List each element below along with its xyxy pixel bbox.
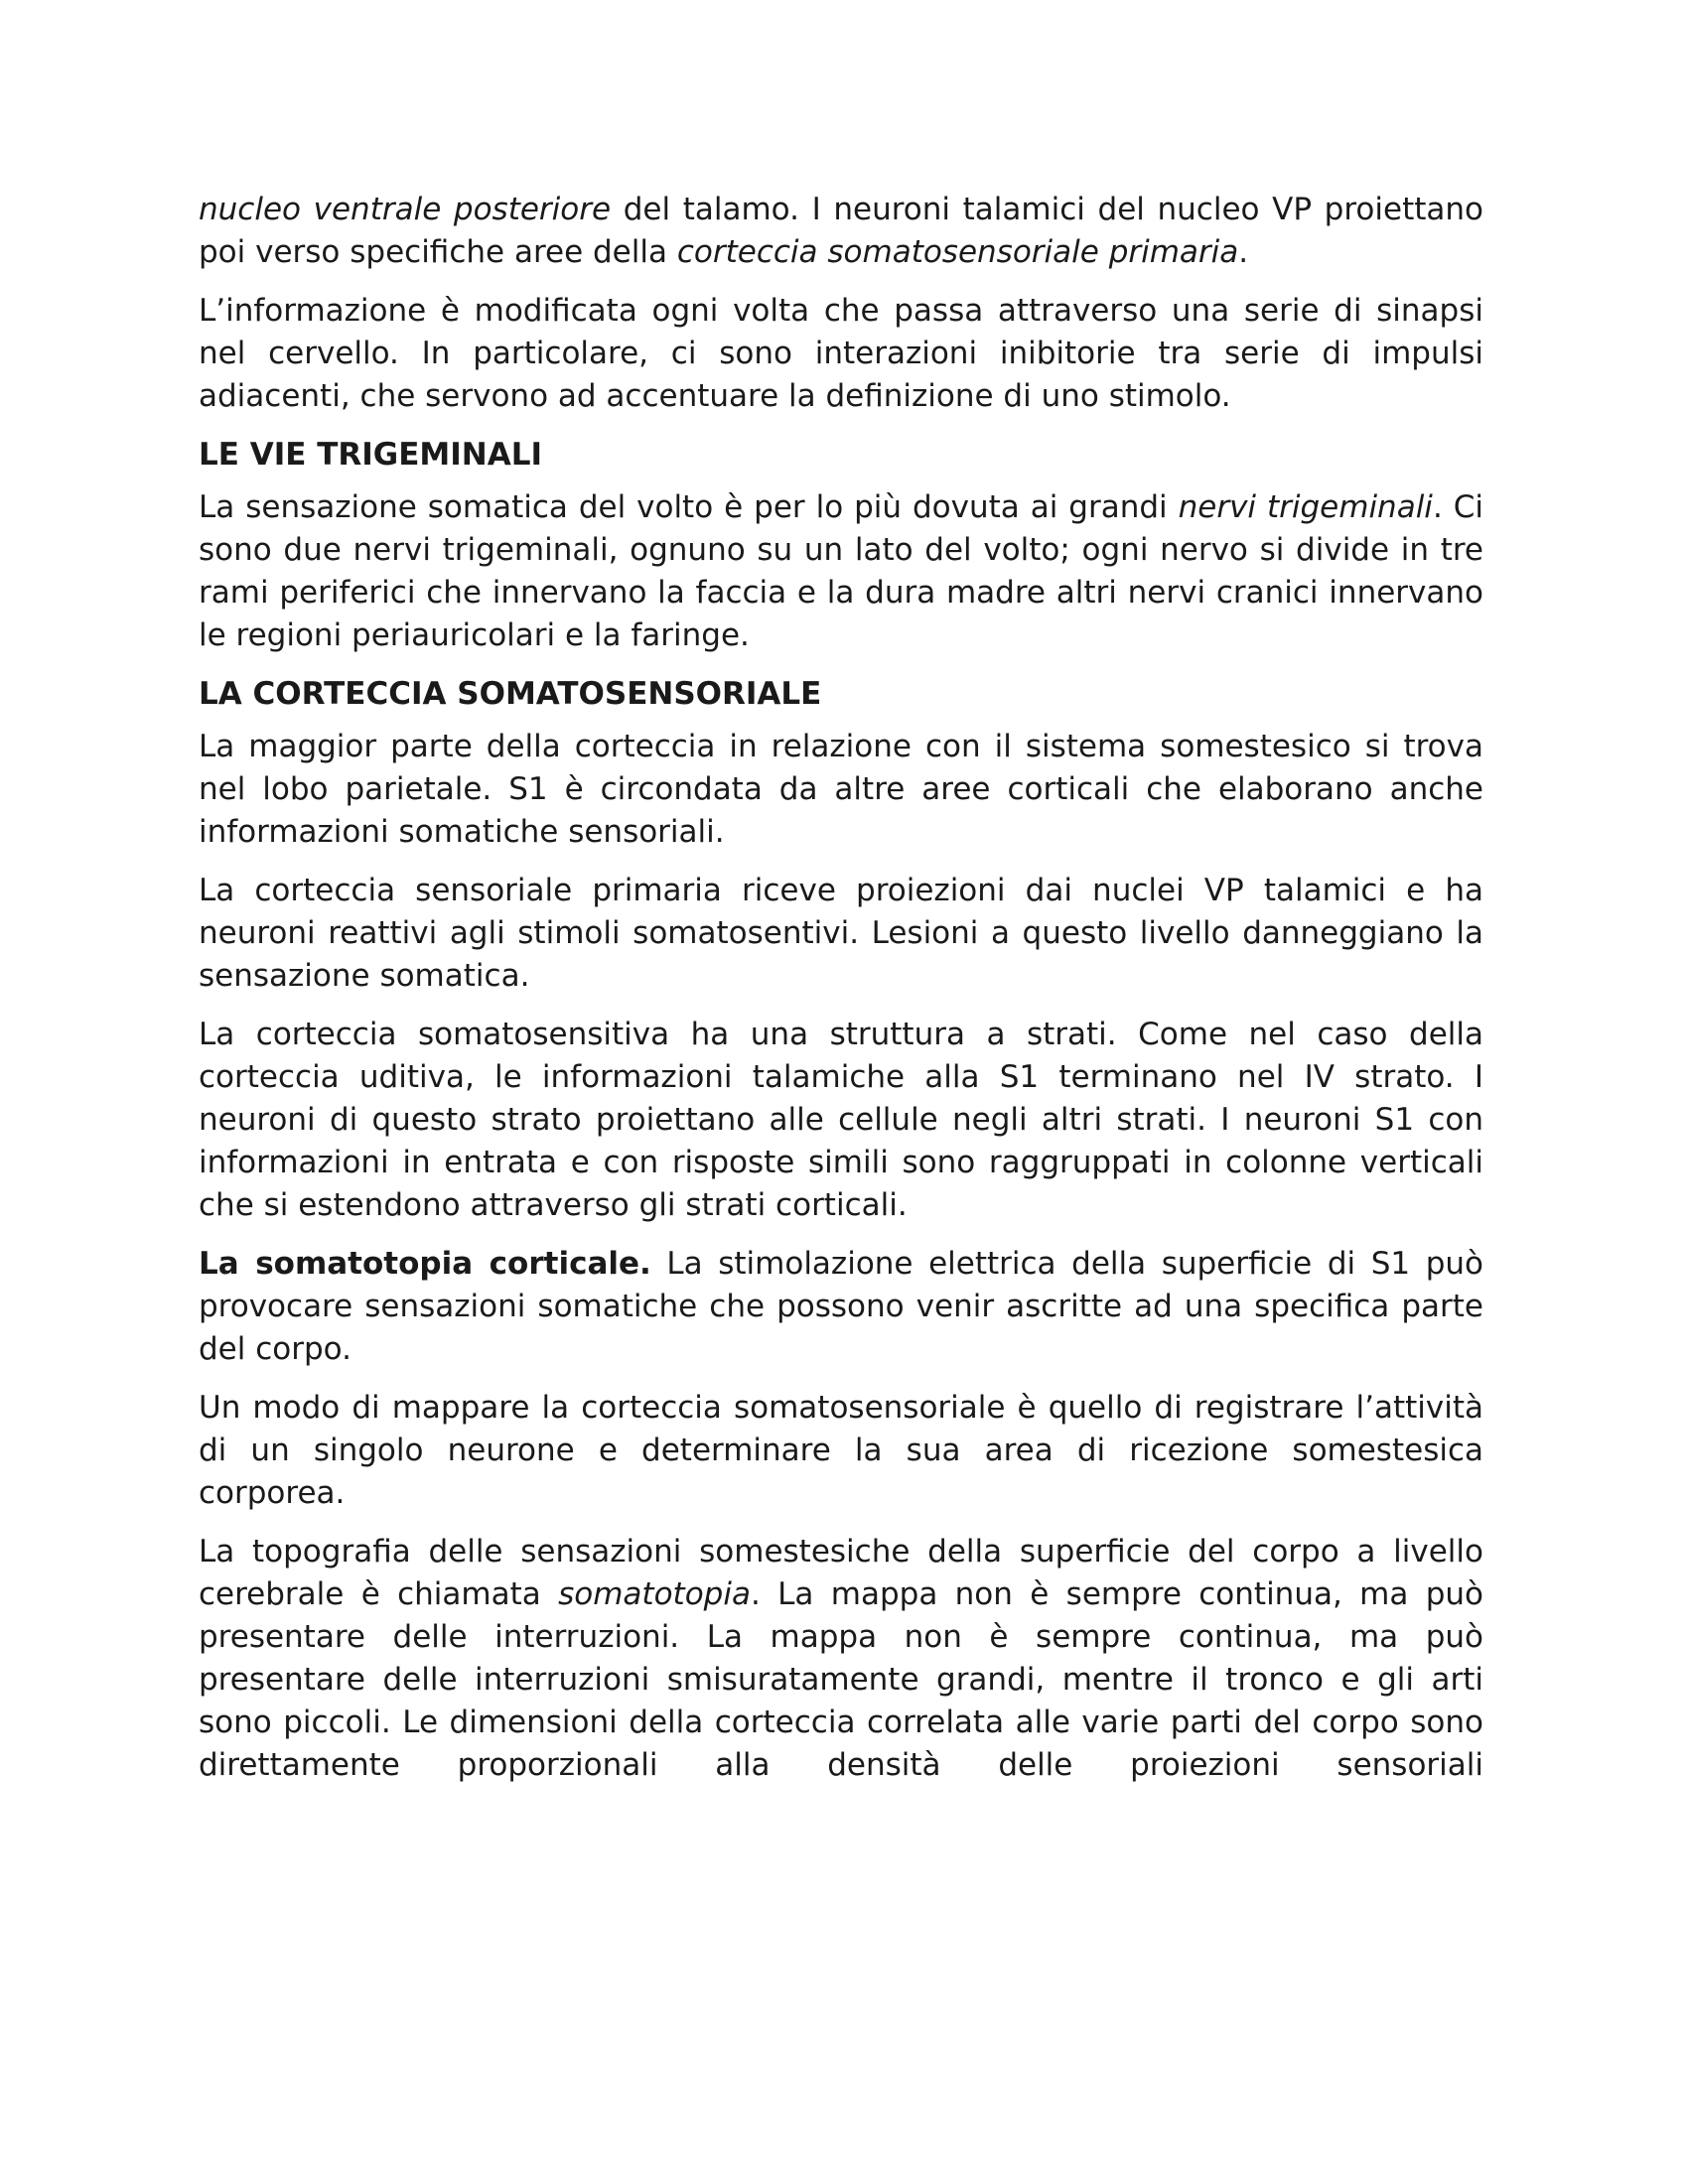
- section-heading-trigeminal: LE VIE TRIGEMINALI: [199, 437, 542, 473]
- paragraph-text: . La mappa non è sempre continua, ma può presentare delle interruzioni. La mappa non è sempre continua, ma può presentare delle interruzioni smisuratamente grandi, mentre il tronco e gli arti sono piccoli. Le dimensioni della corteccia correlata alle varie parti del corpo sono direttamente proporzionali alla densità delle proiezioni sensoriali: [199, 1576, 1483, 1783]
- paragraph-text: La sensazione somatica del volto è per lo più dovuta ai grandi: [199, 489, 1179, 525]
- paragraph-mapping: Un modo di mappare la corteccia somatosensoriale è quello di registrare l’attività di un singolo neurone e determinare la sua area di ricezione somestesica corporea.: [199, 1390, 1483, 1511]
- section-heading-somatosensory-cortex: LA CORTECCIA SOMATOSENSORIALE: [199, 676, 822, 712]
- paragraph-primary-cortex: La corteccia sensoriale primaria riceve proiezioni dai nuclei VP talamici e ha neuroni reattivi agli stimoli somatosentivi. Lesioni a questo livello danneggiano la sensazione somatica.: [199, 873, 1483, 994]
- paragraph-text: La stimolazione elettrica della superficie di S1 può provocare sensazioni somatiche che possono venir ascritte ad una specifica parte del corpo.: [199, 1246, 1483, 1367]
- bold-lead: La somatotopia corticale.: [199, 1246, 651, 1282]
- paragraph-text: La topografia delle sensazioni somestesiche della superficie del corpo a livello cerebrale è chiamata: [199, 1534, 1483, 1612]
- paragraph-somatotopy-intro: [199, 1243, 1483, 1371]
- paragraph-text: . Ci sono due nervi trigeminali, ognuno su un lato del volto; ogni nervo si divide in tre rami periferici che innervano la faccia e la dura madre altri nervi cranici innervano le regioni periauricolari e la faringe.: [199, 489, 1483, 653]
- paragraph-trigeminal: [199, 486, 1483, 657]
- paragraph-parietal: La maggior parte della corteccia in relazione con il sistema somestesico si trova nel lobo parietale. S1 è circondata da altre aree corticali che elaborano anche informazioni somatiche sensoriali.: [199, 729, 1483, 850]
- italic-term: nervi trigeminali: [1178, 489, 1433, 525]
- paragraph-text: .: [1238, 234, 1249, 270]
- paragraph-information: L’informazione è modificata ogni volta che passa attraverso una serie di sinapsi nel cervello. In particolare, ci sono interazioni inibitorie tra serie di impulsi adiacenti, che servono ad accentuare la definizione di uno stimolo.: [199, 293, 1483, 414]
- paragraph-layers: La corteccia somatosensitiva ha una struttura a strati. Come nel caso della corteccia uditiva, le informazioni talamiche alla S1 terminano nel IV strato. I neuroni di questo strato proiettano alle cellule negli altri strati. I neuroni S1 con informazioni in entrata e con risposte simili sono raggruppati in colonne verticali che si estendono attraverso gli strati corticali.: [199, 1017, 1483, 1223]
- italic-term: somatotopia: [558, 1576, 751, 1612]
- paragraph-topography: [199, 1531, 1483, 1787]
- paragraph-text: del talamo. I neuroni talamici del nucleo VP proiettano poi verso specifiche aree della: [199, 192, 1483, 270]
- italic-term: corteccia somatosensoriale primaria: [676, 234, 1239, 270]
- italic-term: nucleo ventrale posteriore: [199, 192, 612, 227]
- paragraph-thalamus: [199, 189, 1483, 274]
- document-page: [199, 189, 1483, 1803]
